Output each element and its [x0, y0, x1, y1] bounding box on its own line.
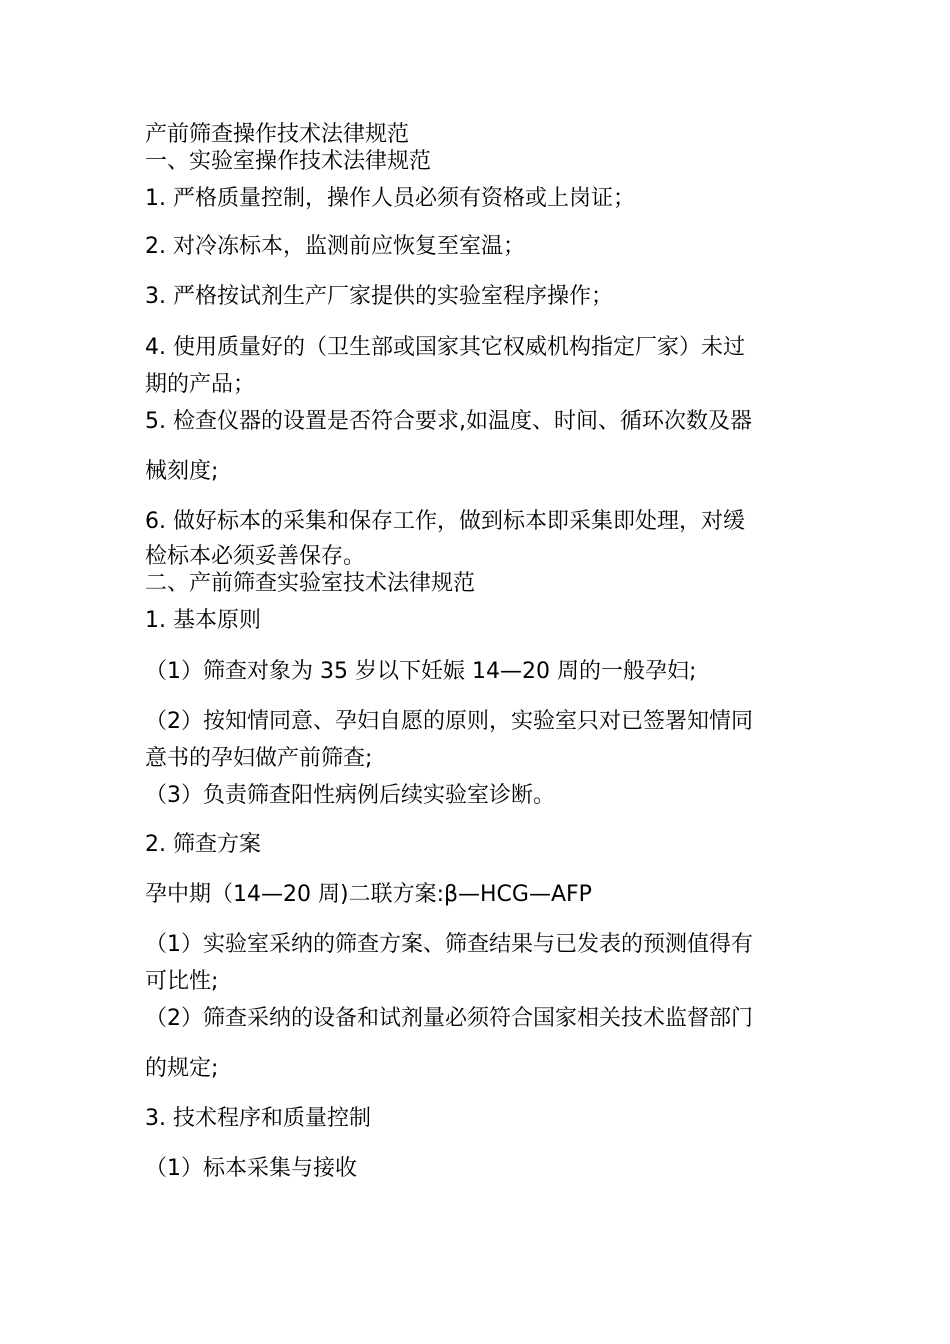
paragraph-line: 1. 基本原则	[145, 608, 261, 633]
paragraph-line: （3）负责筛查阳性病例后续实验室诊断。	[145, 783, 555, 808]
document-title: 产前筛查操作技术法律规范	[145, 122, 410, 147]
paragraph-line: （2）按知情同意、孕妇自愿的原则，实验室只对已签署知情同	[145, 709, 753, 734]
paragraph-line: （1）筛查对象为 35 岁以下妊娠 14—20 周的一般孕妇;	[145, 659, 697, 684]
paragraph-line: 2. 筛查方案	[145, 832, 261, 857]
paragraph-line: 2. 对冷冻标本，监测前应恢复至室温；	[145, 234, 525, 259]
paragraph-line: 意书的孕妇做产前筛查;	[145, 746, 373, 771]
paragraph-line: （2）筛查采纳的设备和试剂量必须符合国家相关技术监督部门	[145, 1006, 753, 1031]
paragraph-line: 可比性;	[145, 969, 219, 994]
section-heading-1: 一、实验室操作技术法律规范	[145, 149, 432, 174]
paragraph-line: 期的产品；	[145, 372, 256, 397]
section-heading-2: 二、产前筛查实验室技术法律规范	[145, 571, 476, 596]
paragraph-line: 检标本必须妥善保存。	[145, 544, 366, 569]
paragraph-line: 的规定;	[145, 1056, 219, 1081]
paragraph-line: 孕中期（14—20 周)二联方案:β—HCG—AFP	[145, 882, 592, 907]
paragraph-line: （1）标本采集与接收	[145, 1156, 357, 1181]
paragraph-line: 械刻度;	[145, 459, 219, 484]
paragraph-line: 4. 使用质量好的（卫生部或国家其它权威机构指定厂家）未过	[145, 335, 745, 360]
paragraph-line: （1）实验室采纳的筛查方案、筛查结果与已发表的预测值得有	[145, 932, 753, 957]
paragraph-line: 5. 检查仪器的设置是否符合要求,如温度、时间、循环次数及器	[145, 409, 752, 434]
paragraph-line: 6. 做好标本的采集和保存工作，做到标本即采集即处理，对缓	[145, 509, 745, 534]
paragraph-line: 1. 严格质量控制，操作人员必须有资格或上岗证；	[145, 186, 635, 211]
paragraph-line: 3. 技术程序和质量控制	[145, 1106, 371, 1131]
paragraph-line: 3. 严格按试剂生产厂家提供的实验室程序操作；	[145, 284, 613, 309]
